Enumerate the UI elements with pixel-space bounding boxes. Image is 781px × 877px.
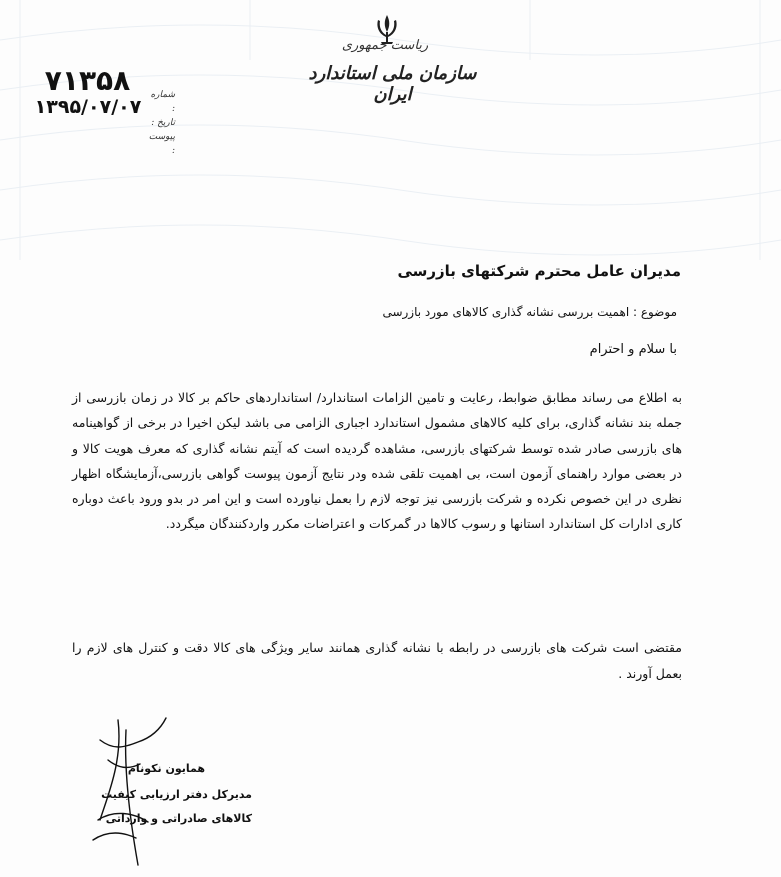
signer-name: همایون نکونام	[127, 762, 205, 775]
document-number: ۷۱۳۵۸	[44, 64, 131, 97]
meta-labels	[145, 88, 175, 158]
organization-name: سازمان ملی استاندارد ایران	[308, 63, 477, 105]
recipient-line: مدیران عامل محترم شرکتهای بازرسی	[397, 262, 681, 280]
handwritten-signature	[78, 700, 178, 870]
greeting-line: با سلام و احترام	[589, 342, 677, 357]
date-label: تاریخ :	[151, 118, 175, 128]
attachment-label: پیوست :	[148, 132, 175, 156]
subject-line: موضوع : اهمیت بررسی نشانه گذاری کالاهای مورد بازرسی	[382, 305, 677, 319]
document-date: ۱۳۹۵/۰۷/۰۷	[34, 96, 142, 118]
body-paragraph-1: به اطلاع می رساند مطابق ضوابط، رعایت و تامین الزامات استاندارد/ استانداردهای حاکم بر کالا در زمان بازرسی از جمله بند نشانه گذاری، برای کلیه کالاهای مشمول استاندارد اجباری الزامی می باشد لیکن اخیرا در برخی از گواهینامه های بازرسی صادر شده توسط شرکتهای بازرسی، مشاهده گردیده است که آیتم نشانه گذاری که معرف هویت کالا و در بعضی موارد راهنمای آزمون است، بی اهمیت تلقی شده ودر نتایج آزمون پیوست گواهی بازرسی،آزمایشگاه اظهار نظری در این خصوص نکرده و شرکت بازرسی نیز توجه لازم را بعمل نیاورده است و این امر در بدو ورود باعث دوباره کاری ادارات کل استاندارد استانها و رسوب کالاها در گمرکات و اعتراضات مکرر واردکنندگان میگردد.	[72, 390, 682, 532]
body-paragraph-2: مقتضی است شرکت های بازرسی در رابطه با نشانه گذاری همانند سایر ویژگی های کالا دقت و کنترل های لازم را بعمل آورند .	[72, 640, 682, 681]
signer-title-line-2: کالاهای صادراتی و وارداتی	[105, 812, 252, 825]
organization-subtitle: ریاست جمهوری	[341, 38, 429, 53]
number-label: شماره :	[150, 90, 175, 114]
signer-title-line-1: مدیرکل دفتر ارزیابی کیفیت	[101, 788, 252, 801]
